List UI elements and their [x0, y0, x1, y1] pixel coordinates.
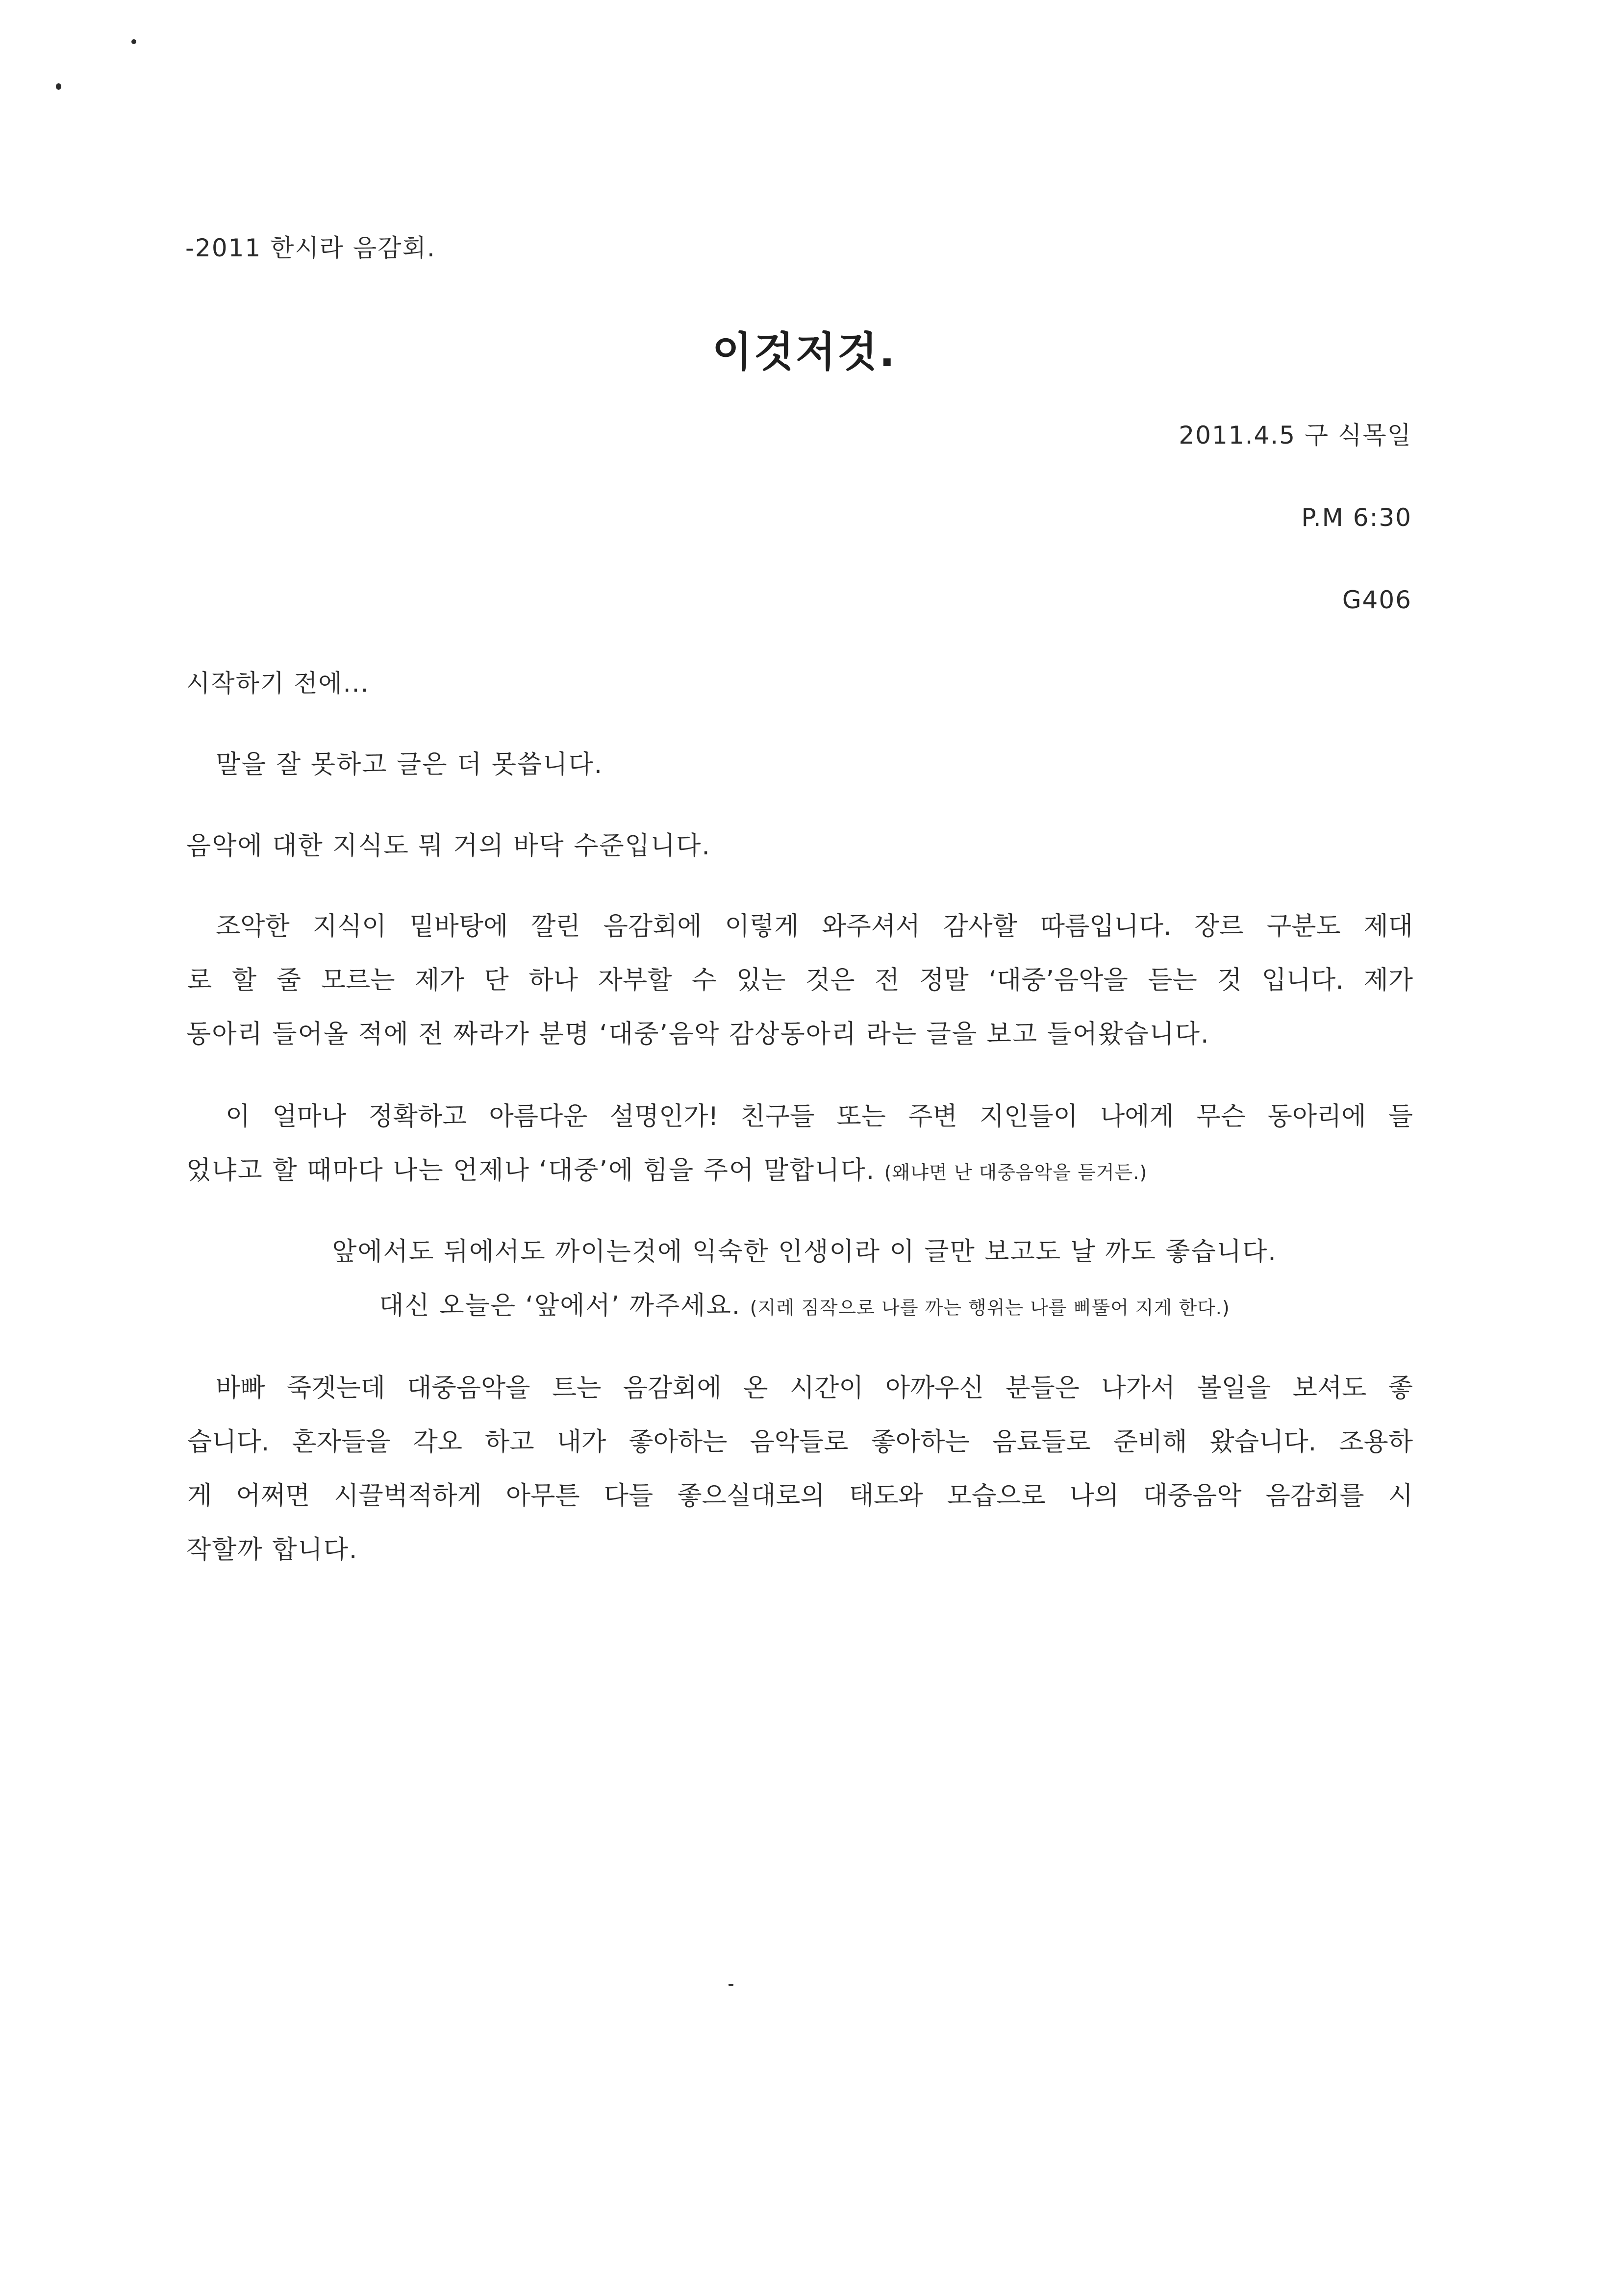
scan-speck — [131, 39, 136, 44]
scan-speck — [56, 83, 61, 90]
paragraph-5-line-1: 앞에서도 뒤에서도 까이는것에 익숙한 인생이라 이 글만 보고도 날 까도 좋습니다. — [332, 1237, 1277, 1267]
paragraph-1: 말을 잘 못하고 글은 더 못씁니다. — [216, 750, 603, 779]
paragraph-5-line-2 — [0, 1291, 1609, 1323]
meta-date: 2011.4.5 구 식목일 — [1179, 421, 1412, 449]
paragraph-6-line-1: 바빠 죽겟는데 대중음악을 트는 음감회에 온 시간이 아까우신 분들은 나가서 볼일을 보셔도 좋 — [216, 1373, 1413, 1403]
meta-room: G406 — [1342, 586, 1412, 614]
intro-heading: 시작하기 전에... — [186, 669, 370, 698]
paragraph-5-line-2-main: 대신 오늘은 ‘앞에서’ 까주세요. — [379, 1291, 741, 1321]
paragraph-2: 음악에 대한 지식도 뭐 거의 바닥 수준입니다. — [186, 831, 711, 861]
paragraph-4-line-1: 이 얼마나 정확하고 아름다운 설명인가! 친구들 또는 주변 지인들이 나에게 무슨 동아리에 들 — [226, 1102, 1413, 1131]
paragraph-4-line-2 — [186, 1156, 1147, 1187]
paragraph-4-line-2-main: 었냐고 할 때마다 나는 언제나 ‘대중’에 힘을 주어 말합니다. — [186, 1156, 876, 1185]
page-title: 이것저것. — [712, 328, 897, 376]
paragraph-3-line-2: 로 할 줄 모르는 제가 단 하나 자부할 수 있는 것은 전 정말 ‘대중’음악을 듣는 것 입니다. 제가 — [187, 966, 1413, 995]
paragraph-5-aside: (지레 짐작으로 나를 까는 행위는 나를 삐뚤어 지게 한다.) — [750, 1297, 1230, 1319]
paragraph-4-aside: (왜냐면 난 대중음악을 듣거든.) — [884, 1162, 1148, 1183]
paragraph-3-line-3: 동아리 들어올 적에 전 짜라가 분명 ‘대중’음악 감상동아리 라는 글을 보고 들어왔습니다. — [186, 1020, 1210, 1049]
paragraph-6-line-4: 작할까 합니다. — [186, 1535, 358, 1565]
paragraph-3-line-1: 조악한 지식이 밑바탕에 깔린 음감회에 이렇게 와주셔서 감사할 따름입니다. 장르 구분도 제대 — [216, 912, 1413, 941]
paragraph-6-line-2: 습니다. 혼자들을 각오 하고 내가 좋아하는 음악들로 좋아하는 음료들로 준비해 왔습니다. 조용하 — [187, 1427, 1413, 1457]
meta-time: P.M 6:30 — [1301, 503, 1412, 532]
scan-speck — [729, 1984, 733, 1986]
header-text: -2011 한시라 음감회. — [185, 234, 436, 262]
paragraph-6-line-3: 게 어쩌면 시끌벅적하게 아무튼 다들 좋으실대로의 태도와 모습으로 나의 대중음악 음감회를 시 — [187, 1481, 1413, 1511]
